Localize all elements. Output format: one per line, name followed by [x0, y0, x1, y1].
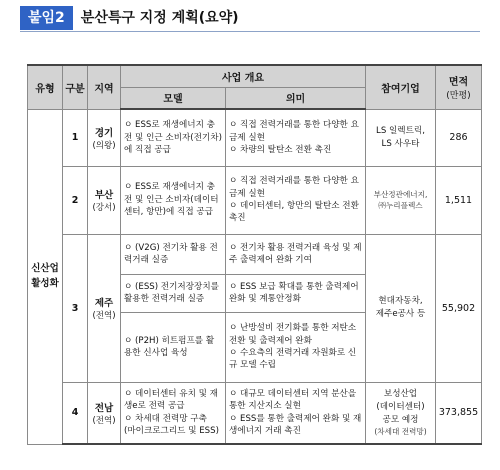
- header-region: 지역: [88, 65, 121, 109]
- region-sub: (의왕): [92, 140, 116, 151]
- region-name: 전남: [94, 402, 114, 414]
- meaning-cell: ㅇ 난방설비 전기화를 통한 저탄소 전환 및 출력제어 완화 ㅇ 수요측의 전력거래 자원화로 신규 모델 수립: [226, 312, 366, 382]
- company-cell: [366, 382, 436, 444]
- region-cell: [88, 382, 121, 444]
- attachment-badge: 붙임2: [20, 6, 73, 30]
- row-number: 1: [63, 109, 88, 166]
- row-number: 2: [63, 166, 88, 234]
- header-area-label: 면적: [448, 77, 469, 89]
- region-name: 부산: [94, 190, 114, 201]
- area-cell: 1,511: [436, 166, 482, 234]
- region-name: 경기: [94, 127, 114, 139]
- region-cell: [88, 166, 121, 234]
- meaning-cell: ㅇ ESS 보급 확대를 통한 출력제어 완화 및 계통안정화: [226, 274, 366, 312]
- header-area: [436, 65, 482, 109]
- region-cell: [88, 109, 121, 166]
- meaning-cell: ㅇ 대규모 데이터센터 지역 분산을 통한 지산지소 실현 ㅇ ESS를 통한 출력제어 완화 및 재생에너지 거래 촉진: [226, 382, 366, 444]
- header-type: 유형: [28, 65, 63, 109]
- region-name: 제주: [94, 298, 114, 309]
- company-cell: LS 일렉트릭, LS 사우타: [366, 109, 436, 166]
- header-area-unit: (만평): [446, 91, 471, 102]
- document-header: [20, 6, 239, 30]
- region-sub: (강서): [92, 203, 116, 213]
- plan-table: [27, 64, 482, 445]
- header-class: 구분: [63, 65, 88, 109]
- model-cell: ㅇ (V2G) 전기차 활용 전력거래 실증: [121, 234, 226, 274]
- area-cell: 286: [436, 109, 482, 166]
- table-row: [28, 109, 482, 166]
- area-cell: 55,902: [436, 234, 482, 382]
- model-cell: ㅇ (ESS) 전기저장장치를 활용한 전력거래 실증: [121, 274, 226, 312]
- header-meaning: 의미: [226, 87, 366, 109]
- document-title: 분산특구 지정 계획(요약): [80, 10, 239, 26]
- type-cell: [28, 109, 63, 444]
- table-row: [28, 166, 482, 234]
- table-row: [28, 382, 482, 444]
- region-sub: (전역): [92, 311, 116, 321]
- model-cell: ㅇ 데이터센터 유치 및 재생e로 전력 공급 ㅇ 차세대 전력망 구축 (마이크로그리드 및 ESS): [121, 382, 226, 444]
- region-sub: (전역): [92, 415, 116, 426]
- type-label-1: 신산업: [31, 263, 59, 275]
- model-cell: ㅇ ESS로 재생에너지 충전 및 인근 소비자(데이터센터, 항만)에 직접 공급: [121, 166, 226, 234]
- header-project: 사업 개요: [121, 65, 366, 87]
- row-number: 3: [63, 234, 88, 382]
- table-row: [28, 234, 482, 274]
- meaning-cell: ㅇ 직접 전력거래를 통한 다양한 요금제 실현 ㅇ 데이터센터, 항만의 탈탄소 전환 촉진: [226, 166, 366, 234]
- type-label-2: 활성화: [31, 277, 59, 289]
- header-company: 참여기업: [366, 65, 436, 109]
- company-cell: 현대자동차, 제주e공사 등: [366, 234, 436, 382]
- company-cell: 부산정관에너지, ㈜누리플렉스: [366, 166, 436, 234]
- meaning-cell: ㅇ 직접 전력거래를 통한 다양한 요금제 실현 ㅇ 차량의 탈탄소 전환 촉진: [226, 109, 366, 166]
- meaning-cell: ㅇ 전기차 활용 전력거래 육성 및 제주 출력제어 완화 기여: [226, 234, 366, 274]
- area-cell: 373,855: [436, 382, 482, 444]
- company-text: 보성산업 (데이터센터) 공모 예정: [376, 388, 425, 425]
- model-cell: ㅇ (P2H) 히트펌프를 활용한 신사업 육성: [121, 312, 226, 382]
- company-note: (차세대 전력망): [374, 427, 427, 437]
- row-number: 4: [63, 382, 88, 444]
- header-model: 모델: [121, 87, 226, 109]
- model-cell: ㅇ ESS로 재생에너지 충전 및 인근 소비자(전기차)에 직접 공급: [121, 109, 226, 166]
- title-divider: [20, 31, 480, 32]
- region-cell: [88, 234, 121, 382]
